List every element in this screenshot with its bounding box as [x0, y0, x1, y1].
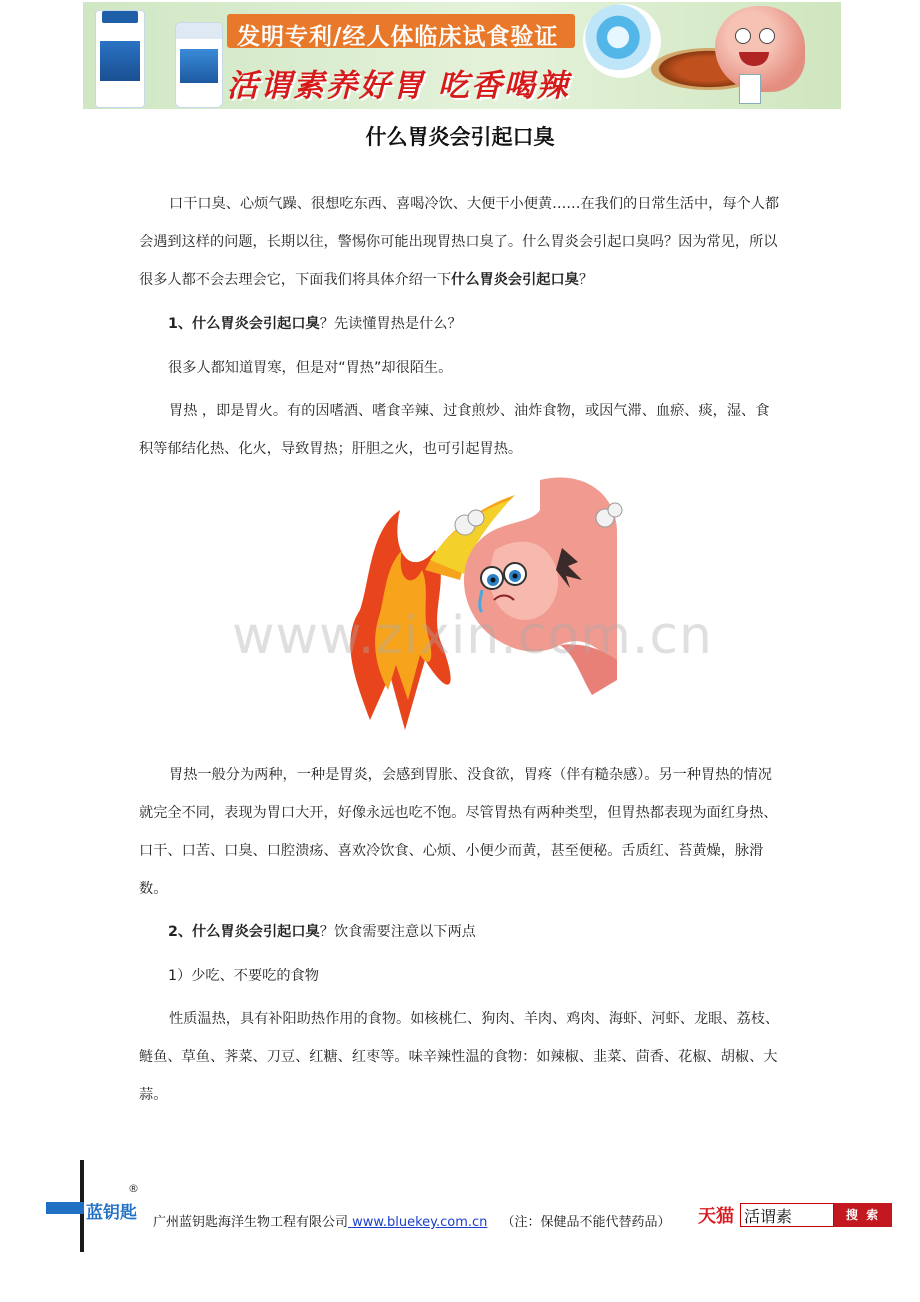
- paragraph-warm-foods: 性质温热，具有补阳助热作用的食物。如核桃仁、狗肉、羊肉、鸡肉、海虾、河虾、龙眼、荔枝、鲢鱼、草鱼、荠菜、刀豆、红糖、红枣等。味辛辣性温的食物：如辣椒、韭菜、茴香、花椒、胡椒、大蒜。: [139, 1011, 780, 1103]
- footer-company-info: [153, 1211, 671, 1230]
- tmall-search-input[interactable]: 活谓素: [740, 1203, 834, 1227]
- company-website-link[interactable]: www.bluekey.com.cn: [348, 1215, 488, 1230]
- product-box-image: [95, 10, 145, 108]
- paragraph-intro: 口干口臭、心烦气躁、很想吃东西、喜喝冷饮、大便干小便黄……在我们的日常生活中，每个人都会遇到这样的问题，长期以往，警惕你可能出现胃热口臭了。什么胃炎会引起口臭吗？因为常见，所以很多人都不会去理会它，下面我们将具体介绍一下什么胃炎会引起口臭？: [139, 196, 780, 288]
- paragraph-stomach-heat-definition: 胃热 ，即是胃火。有的因嗜酒、嗜食辛辣、过食煎炒、油炸食物，或因气滞、血瘀、痰，湿、食积等郁结化热、化火，导致胃热；肝胆之火，也可引起胃热。: [139, 403, 770, 457]
- company-logo: 蓝钥匙 ®: [46, 1160, 146, 1252]
- company-name: 广州蓝钥匙海洋生物工程有限公司: [153, 1215, 349, 1230]
- paragraph-stomach-heat-types: 胃热一般分为两种，一种是胃炎，会感到胃胀、没食欲，胃疼（伴有糙杂感）。另一种胃热的情况就完全不同，表现为胃口大开，好像永远也吃不饱。尽管胃热有两种类型，但胃热都表现为面红身热、口干、口苦、口臭、口腔溃疡、喜欢冷饮食、心烦、小便少而黄，甚至便秘。舌质红、苔黄燥，脉滑数。: [139, 767, 778, 897]
- top-banner-ad[interactable]: [83, 2, 841, 109]
- banner-headline-bottom: 活谓素养好胃 吃香喝辣: [227, 68, 570, 104]
- subsection-foods-to-avoid: 1）少吃、不要吃的食物: [168, 968, 319, 984]
- tmall-search-ad[interactable]: [698, 1202, 894, 1228]
- small-product-image: [739, 74, 761, 104]
- stomach-fire-icon: [330, 470, 630, 740]
- stomach-disc-icon: [583, 4, 661, 78]
- tmall-logo: 天猫: [698, 1206, 734, 1227]
- footer-note: （注：保健品不能代替药品）: [501, 1215, 671, 1230]
- site-watermark: www.zixin.com.cn: [232, 606, 713, 666]
- tmall-search-button[interactable]: 搜 索: [834, 1203, 892, 1227]
- paragraph-stomach-heat-intro: 很多人都知道胃寒，但是对“胃热”却很陌生。: [168, 360, 453, 376]
- banner-headline-top: 发明专利/经人体临床试食验证: [227, 14, 575, 48]
- section-heading-1: 1、什么胃炎会引起口臭？先读懂胃热是什么？: [168, 316, 462, 332]
- article-title: 什么胃炎会引起口臭: [365, 125, 555, 149]
- section-heading-2: 2、什么胃炎会引起口臭？饮食需要注意以下两点: [168, 924, 476, 940]
- stomach-fire-illustration: [330, 470, 630, 740]
- product-jar-image: [175, 22, 223, 108]
